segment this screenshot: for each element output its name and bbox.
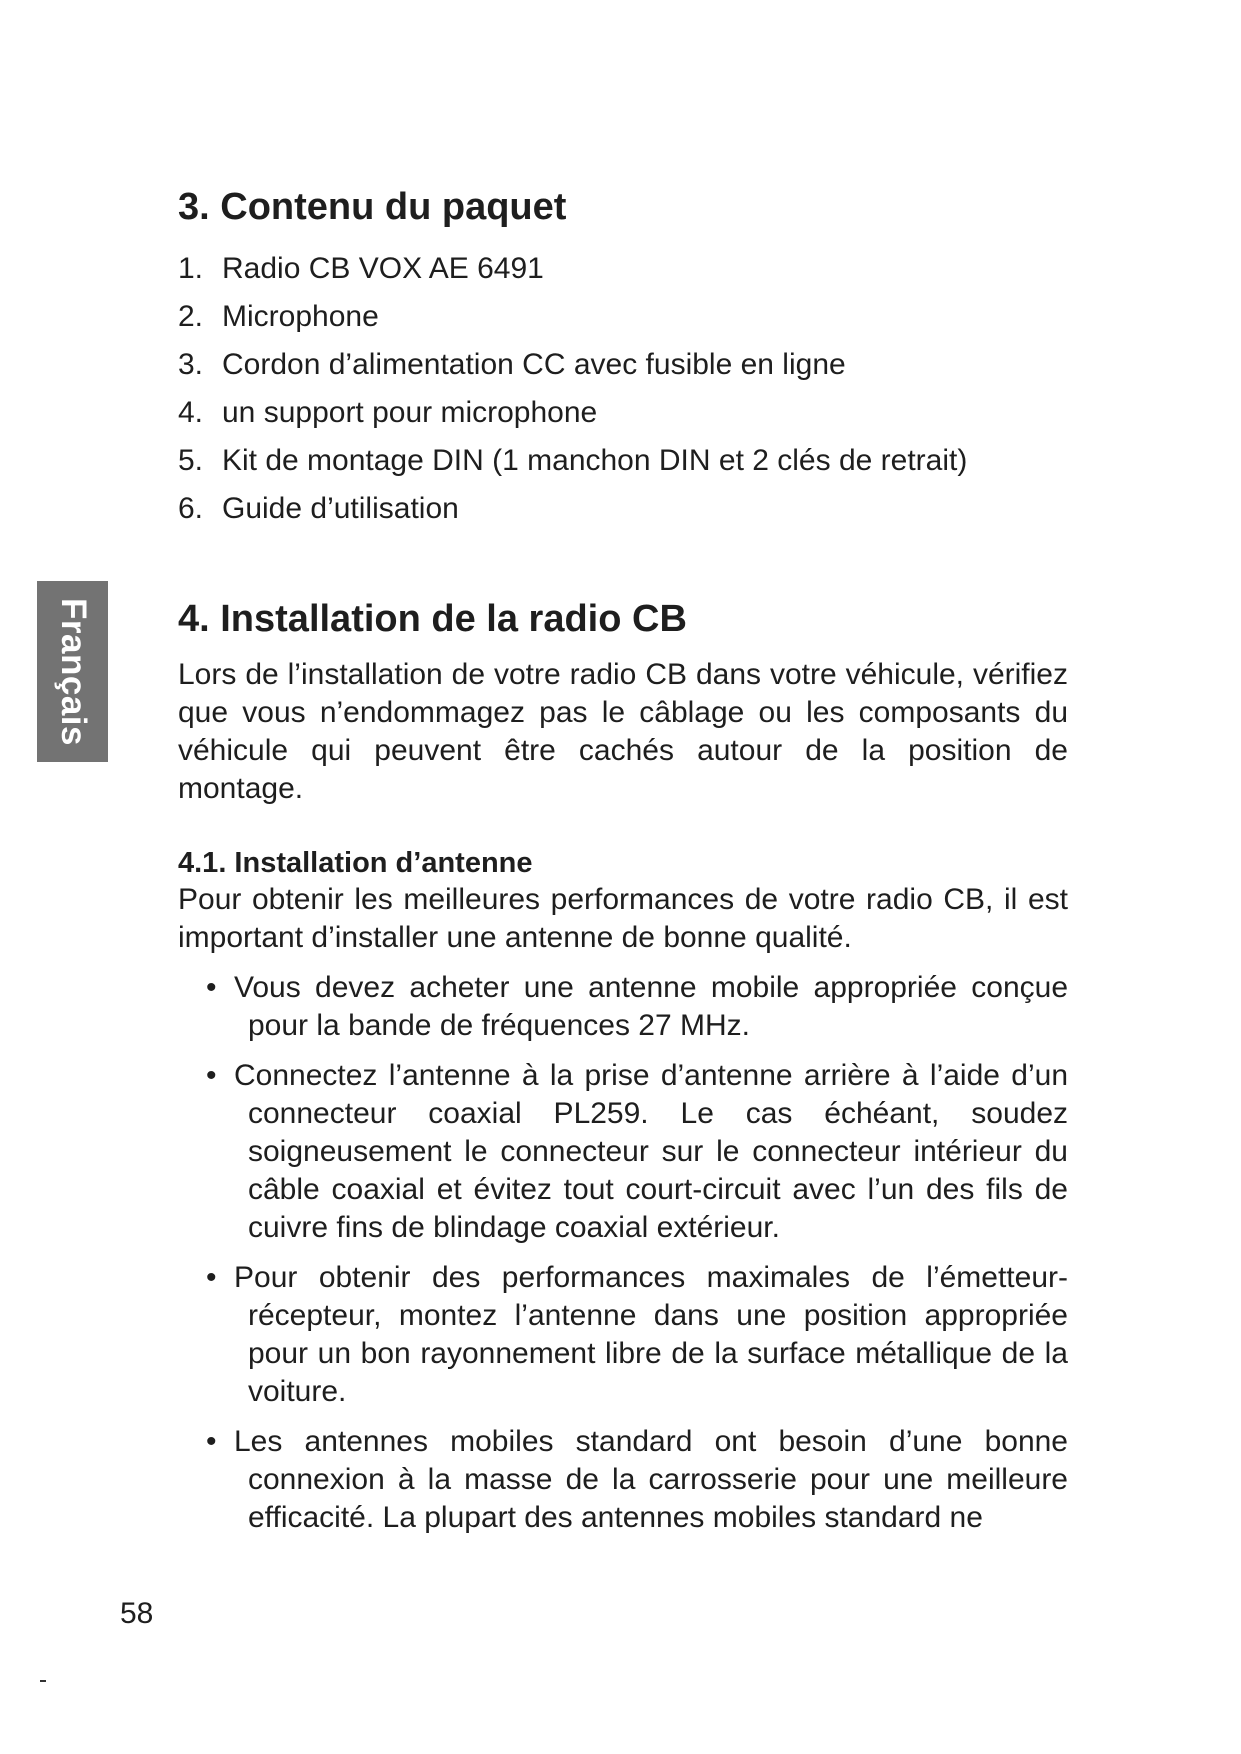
bullet-icon: • [206,970,217,1004]
bullet-icon: • [206,1058,217,1092]
language-side-tab [37,581,108,762]
list-item: 2. Microphone [178,299,379,333]
page-number: 58 [120,1597,154,1630]
subsection-4-1-title: 4.1. Installation d’antenne [178,847,533,880]
subsection-4-1-intro: Pour obtenir les meilleures performances de votre radio CB, il est important d’installer une antenne de bonne qualité. [178,882,1068,954]
section-4-intro: Lors de l’installation de votre radio CB dans votre véhicule, vérifiez que vous n’endommagez pas le câblage ou les composants du véhicule qui peuvent être cachés autour de la position de montage. [178,658,1068,806]
list-item: • Pour obtenir des performances maximales de l’émetteur-récepteur, montez l’antenne dans une position appropriée pour un bon rayonnement libre de la surface métallique de la voiture. [206,1260,1068,1408]
package-contents-list [178,245,1068,533]
page-content [178,185,1068,1549]
antenna-bullet-list [178,969,1068,1537]
bullet-icon: • [206,1424,217,1458]
language-tab-label: Français [53,597,93,746]
list-item: 5. Kit de montage DIN (1 manchon DIN et 2 clés de retrait) [178,443,968,477]
list-item: 4. un support pour microphone [178,395,598,429]
print-tick-mark [40,1680,46,1682]
list-item: • Les antennes mobiles standard ont besoin d’une bonne connexion à la masse de la carrosserie pour une meilleure efficacité. La plupart des antennes mobiles standard ne [206,1424,1068,1534]
list-item: • Vous devez acheter une antenne mobile appropriée conçue pour la bande de fréquences 27 MHz. [206,970,1068,1042]
section-3-title: 3. Contenu du paquet [178,186,567,228]
list-item: 6. Guide d’utilisation [178,491,459,525]
section-4 [178,597,1068,1537]
list-item: 1. Radio CB VOX AE 6491 [178,251,544,285]
list-item: 3. Cordon d’alimentation CC avec fusible en ligne [178,347,846,381]
section-4-title: 4. Installation de la radio CB [178,597,687,640]
list-item: • Connectez l’antenne à la prise d’antenne arrière à l’aide d’un connecteur coaxial PL259. Le cas échéant, soudez soigneusement le connecteur sur le connecteur intérieur du câble coaxial et évitez tout court-circuit avec l’un des fils de cuivre fins de blindage coaxial extérieur. [206,1058,1068,1244]
bullet-icon: • [206,1260,217,1294]
